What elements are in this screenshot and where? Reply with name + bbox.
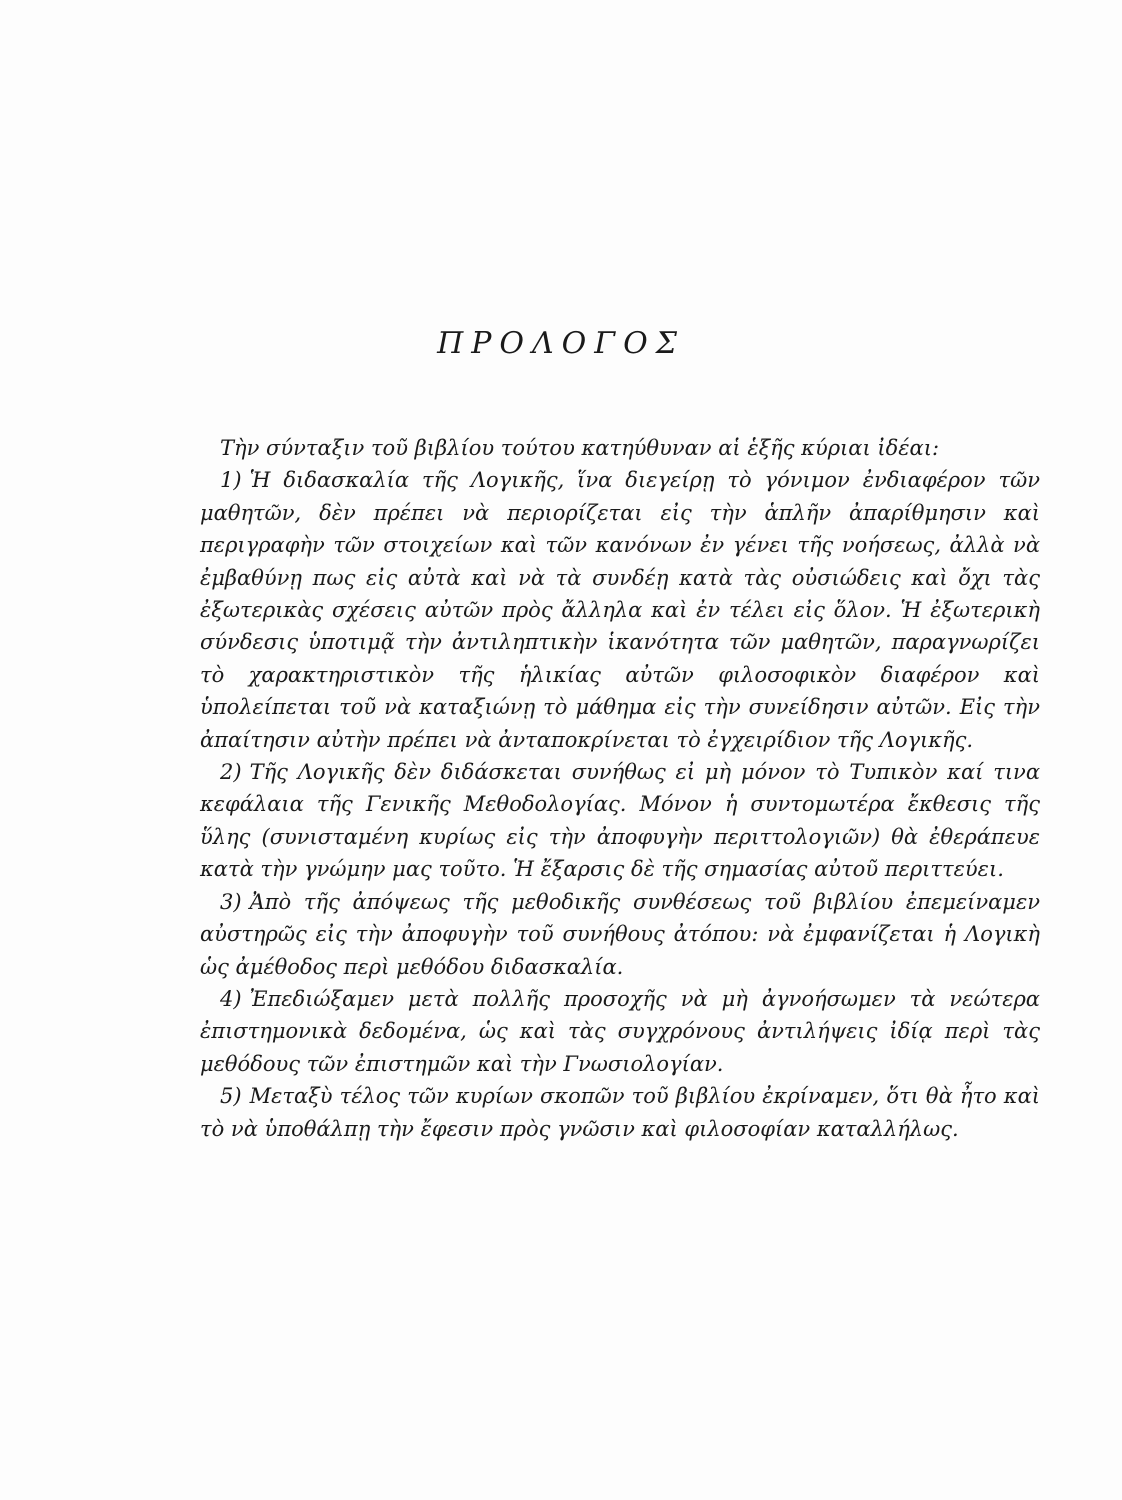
paragraph-number: 3)	[220, 889, 242, 914]
preface-text	[200, 432, 1040, 1145]
intro-paragraph: Τὴν σύνταξιν τοῦ βιβλίου τούτου κατηύθυναν αἱ ἑξῆς κύριαι ἰδέαι:	[220, 436, 940, 460]
paragraph-number: 5)	[220, 1084, 242, 1109]
paragraph-text: Ἐπεδιώξαμεν μετὰ πολλῆς προσοχῆς νὰ μὴ ἀγνοήσωμεν τὰ νεώτερα ἐπιστημονικὰ δεδομένα, ὡς καὶ τὰς συγχρόνους ἀντιλήψεις ἰδίᾳ περὶ τὰς μεθόδους τῶν ἐπιστημῶν καὶ τὴν Γνωσιολογίαν.	[200, 986, 1040, 1076]
paragraph-text: Μεταξὺ τέλος τῶν κυρίων σκοπῶν τοῦ βιβλίου ἐκρίναμεν, ὅτι θὰ ἦτο καὶ τὸ νὰ ὑποθάλπῃ τὴν ἔφεσιν πρὸς γνῶσιν καὶ φιλοσοφίαν καταλλήλως.	[200, 1084, 1040, 1141]
numbered-paragraph-5	[200, 1080, 1040, 1145]
numbered-paragraph-3	[200, 886, 1040, 983]
paragraph-number: 1)	[220, 468, 242, 493]
paragraph-text: Ἀπὸ τῆς ἀπόψεως τῆς μεθοδικῆς συνθέσεως τοῦ βιβλίου ἐπεμείναμεν αὐστηρῶς εἰς τὴν ἀποφυγὴν τοῦ συνήθους ἀτόπου: νὰ ἐμφανίζεται ἡ Λογικὴ ὡς ἀμέθοδος περὶ μεθόδου διδασκαλία.	[200, 889, 1040, 979]
paragraph-text: Τῆς Λογικῆς δὲν διδάσκεται συνήθως εἰ μὴ μόνον τὸ Τυπικὸν καί τινα κεφάλαια τῆς Γενικῆς Μεθοδολογίας. Μόνον ἡ συντομωτέρα ἔκθεσις τῆς ὕλης (συνισταμένη κυρίως εἰς τὴν ἀποφυγὴν περιττολογιῶν) θὰ ἐθεράπευε κατὰ τὴν γνώμην μας τοῦτο. Ἡ ἔξαρσις δὲ τῆς σημασίας αὐτοῦ περιττεύει.	[200, 760, 1040, 882]
paragraph-text: Ἡ διδασκαλία τῆς Λογικῆς, ἵνα διεγείρῃ τὸ γόνιμον ἐνδιαφέρον τῶν μαθητῶν, δὲν πρέπει νὰ περιορίζεται εἰς τὴν ἁπλῆν ἀπαρίθμησιν καὶ περιγραφὴν τῶν στοιχείων καὶ τῶν κανόνων ἐν γένει τῆς νοήσεως, ἀλλὰ νὰ ἐμβαθύνῃ πως εἰς αὐτὰ καὶ νὰ τὰ συνδέῃ κατὰ τὰς οὐσιώδεις καὶ ὄχι τὰς ἐξωτερικὰς σχέσεις αὐτῶν πρὸς ἄλληλα καὶ ἐν τέλει εἰς ὅλον. Ἡ ἐξωτερικὴ σύνδεσις ὑποτιμᾷ τὴν ἀντιληπτικὴν ἱκανότητα τῶν μαθητῶν, παραγνωρίζει τὸ χαρακτηριστικὸν τῆς ἡλικίας αὐτῶν φιλοσοφικὸν διαφέρον καὶ ὑπολείπεται τοῦ νὰ καταξιώνῃ τὸ μάθημα εἰς τὴν συνείδησιν αὐτῶν. Εἰς τὴν ἀπαίτησιν αὐτὴν πρέπει νὰ ἀνταποκρίνεται τὸ ἐγχειρίδιον τῆς Λογικῆς.	[200, 468, 1040, 752]
paragraph-number: 4)	[220, 986, 242, 1011]
numbered-paragraph-4	[200, 983, 1040, 1080]
paragraph-number: 2)	[220, 760, 242, 785]
numbered-paragraph-1	[200, 464, 1040, 756]
page-title: ΠΡΟΛΟΓΟΣ	[437, 326, 685, 361]
numbered-paragraph-2	[200, 756, 1040, 886]
